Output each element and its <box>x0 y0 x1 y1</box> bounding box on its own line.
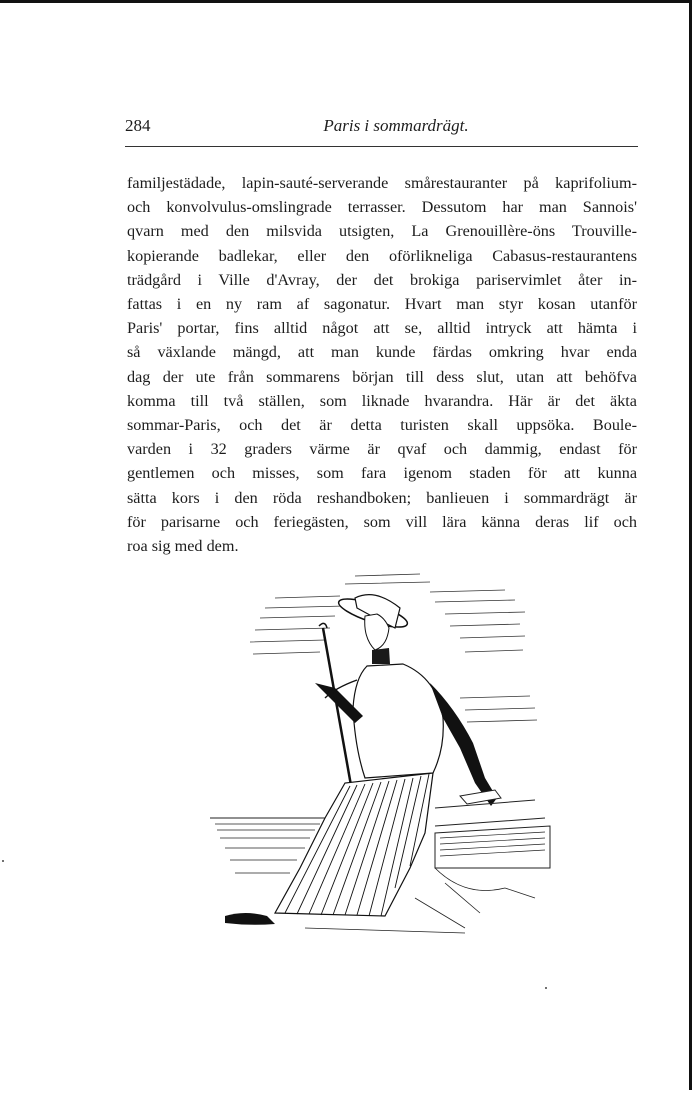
body-text <box>127 171 637 558</box>
print-speck <box>545 987 547 989</box>
running-title: Paris i sommardrägt. <box>323 116 469 135</box>
text-line: qvarn med den milsvida utsigten, La Grenouillère-öns Trouville- <box>127 222 637 241</box>
text-line: och konvolvulus-omslingrade terrasser. Dessutom har man Sannois' <box>127 198 637 217</box>
print-speck <box>2 860 4 862</box>
text-line: trädgård i Ville d'Avray, der det brokiga pariservimlet åter in- <box>127 270 637 289</box>
text-line: kopierande badlekar, eller den oförlikneliga Cabasus-restaurantens <box>127 246 637 265</box>
text-line: familjestädade, lapin-sauté-serverande smårestauranter på kaprifolium- <box>127 174 637 192</box>
text-line: dag der ute från sommarens början till dess slut, utan att behöfva <box>127 367 637 386</box>
text-line: sommar-Paris, och det är detta turisten skall uppsöka. Boule- <box>127 416 637 435</box>
text-line: komma till två ställen, som liknade hvarandra. Här är det äkta <box>127 391 637 410</box>
text-line: så växlande mängd, att man kunde färdas omkring hvar enda <box>127 343 637 362</box>
woman-with-parasol-illustration <box>205 568 555 948</box>
text-line: fattas i en ny ram af sagonatur. Hvart man styr kosan utanför <box>127 295 637 314</box>
page-header <box>125 116 637 138</box>
text-line: varden i 32 graders värme är qvaf och dammig, endast för <box>127 440 637 459</box>
text-line: gentlemen och misses, som fara igenom staden för att kunna <box>127 464 637 483</box>
header-rule <box>125 146 638 147</box>
text-line: roa sig med dem. <box>127 537 239 556</box>
page-number: 284 <box>125 116 151 135</box>
woman-figure <box>225 593 497 924</box>
text-line: sätta kors i den röda reshandboken; banlieuen i sommardrägt är <box>127 488 637 507</box>
text-line: för parisarne och feriegästen, som vill lära känna deras lif och <box>127 512 637 531</box>
text-line: Paris' portar, fins alltid något att se, alltid intryck att hämta i <box>127 319 637 338</box>
